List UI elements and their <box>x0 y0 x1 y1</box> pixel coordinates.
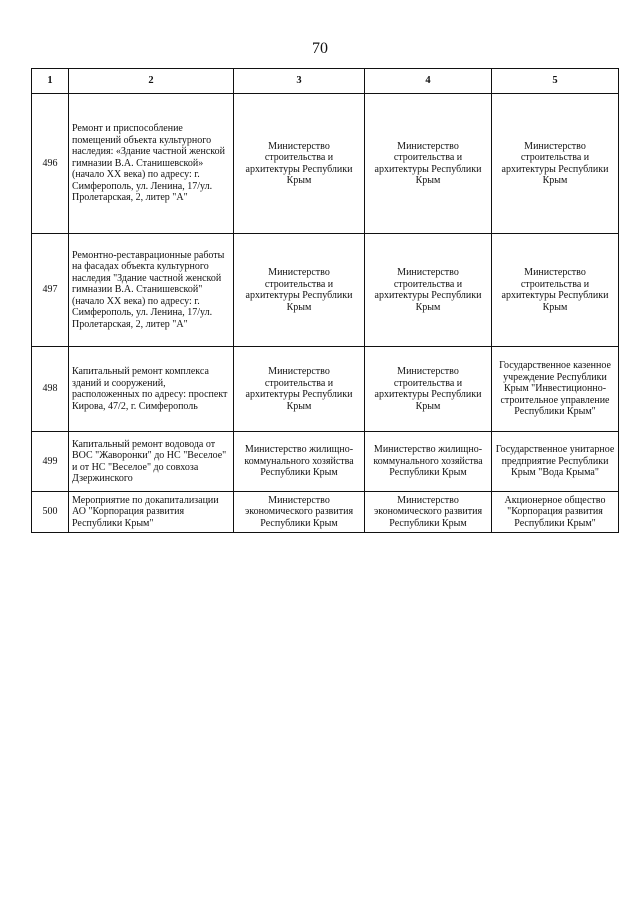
developer: Министерство строительства и архитектуры Республики Крым <box>492 94 619 234</box>
header-col-4: 4 <box>365 69 492 94</box>
row-number: 499 <box>32 432 69 492</box>
row-number: 496 <box>32 94 69 234</box>
customer: Министерство строительства и архитектуры Республики Крым <box>365 94 492 234</box>
developer: Министерство строительства и архитектуры Республики Крым <box>492 234 619 347</box>
header-col-1: 1 <box>32 69 69 94</box>
responsible-body: Министерство жилищно-коммунального хозяйства Республики Крым <box>234 432 365 492</box>
responsible-body: Министерство строительства и архитектуры Республики Крым <box>234 234 365 347</box>
document-table <box>31 68 619 533</box>
table-row <box>32 432 619 492</box>
object-description: Ремонт и приспособление помещений объекта культурного наследия: «Здание частной женской гимназии В.А. Станишевской» (начало XX века) по адресу: г. Симферополь, ул. Ленина, 17/ул. Пролетарская, 2, литер "А" <box>69 94 234 234</box>
customer: Министерство строительства и архитектуры Республики Крым <box>365 347 492 432</box>
object-description: Капитальный ремонт комплекса зданий и сооружений, расположенных по адресу: проспект Кирова, 47/2, г. Симферополь <box>69 347 234 432</box>
developer: Государственное унитарное предприятие Республики Крым "Вода Крыма" <box>492 432 619 492</box>
page-number: 70 <box>312 40 328 57</box>
table-row <box>32 347 619 432</box>
row-number: 500 <box>32 492 69 533</box>
header-col-5: 5 <box>492 69 619 94</box>
object-description: Капитальный ремонт водовода от ВОС "Жаворонки" до НС "Веселое" и от НС "Веселое" до совхоза Дзержинского <box>69 432 234 492</box>
customer: Министерство жилищно-коммунального хозяйства Республики Крым <box>365 432 492 492</box>
responsible-body: Министерство экономического развития Республики Крым <box>234 492 365 533</box>
header-col-2: 2 <box>69 69 234 94</box>
responsible-body: Министерство строительства и архитектуры Республики Крым <box>234 347 365 432</box>
customer: Министерство экономического развития Республики Крым <box>365 492 492 533</box>
object-description: Мероприятие по докапитализации АО "Корпорация развития Республики Крым" <box>69 492 234 533</box>
table-row <box>32 492 619 533</box>
table-row <box>32 94 619 234</box>
developer: Государственное казенное учреждение Республики Крым "Инвестиционно-строительное управление Республики Крым" <box>492 347 619 432</box>
row-number: 497 <box>32 234 69 347</box>
header-col-3: 3 <box>234 69 365 94</box>
developer: Акционерное общество "Корпорация развития Республики Крым" <box>492 492 619 533</box>
responsible-body: Министерство строительства и архитектуры Республики Крым <box>234 94 365 234</box>
row-number: 498 <box>32 347 69 432</box>
object-description: Ремонтно-реставрационные работы на фасадах объекта культурного наследия "Здание частной женской гимназии В.А. Станишевской" (начало XX века) по адресу: г. Симферополь, ул. Ленина, 17/ул. Пролетарская, 2, литер "А" <box>69 234 234 347</box>
customer: Министерство строительства и архитектуры Республики Крым <box>365 234 492 347</box>
table-header-row <box>32 69 619 94</box>
table-row <box>32 234 619 347</box>
